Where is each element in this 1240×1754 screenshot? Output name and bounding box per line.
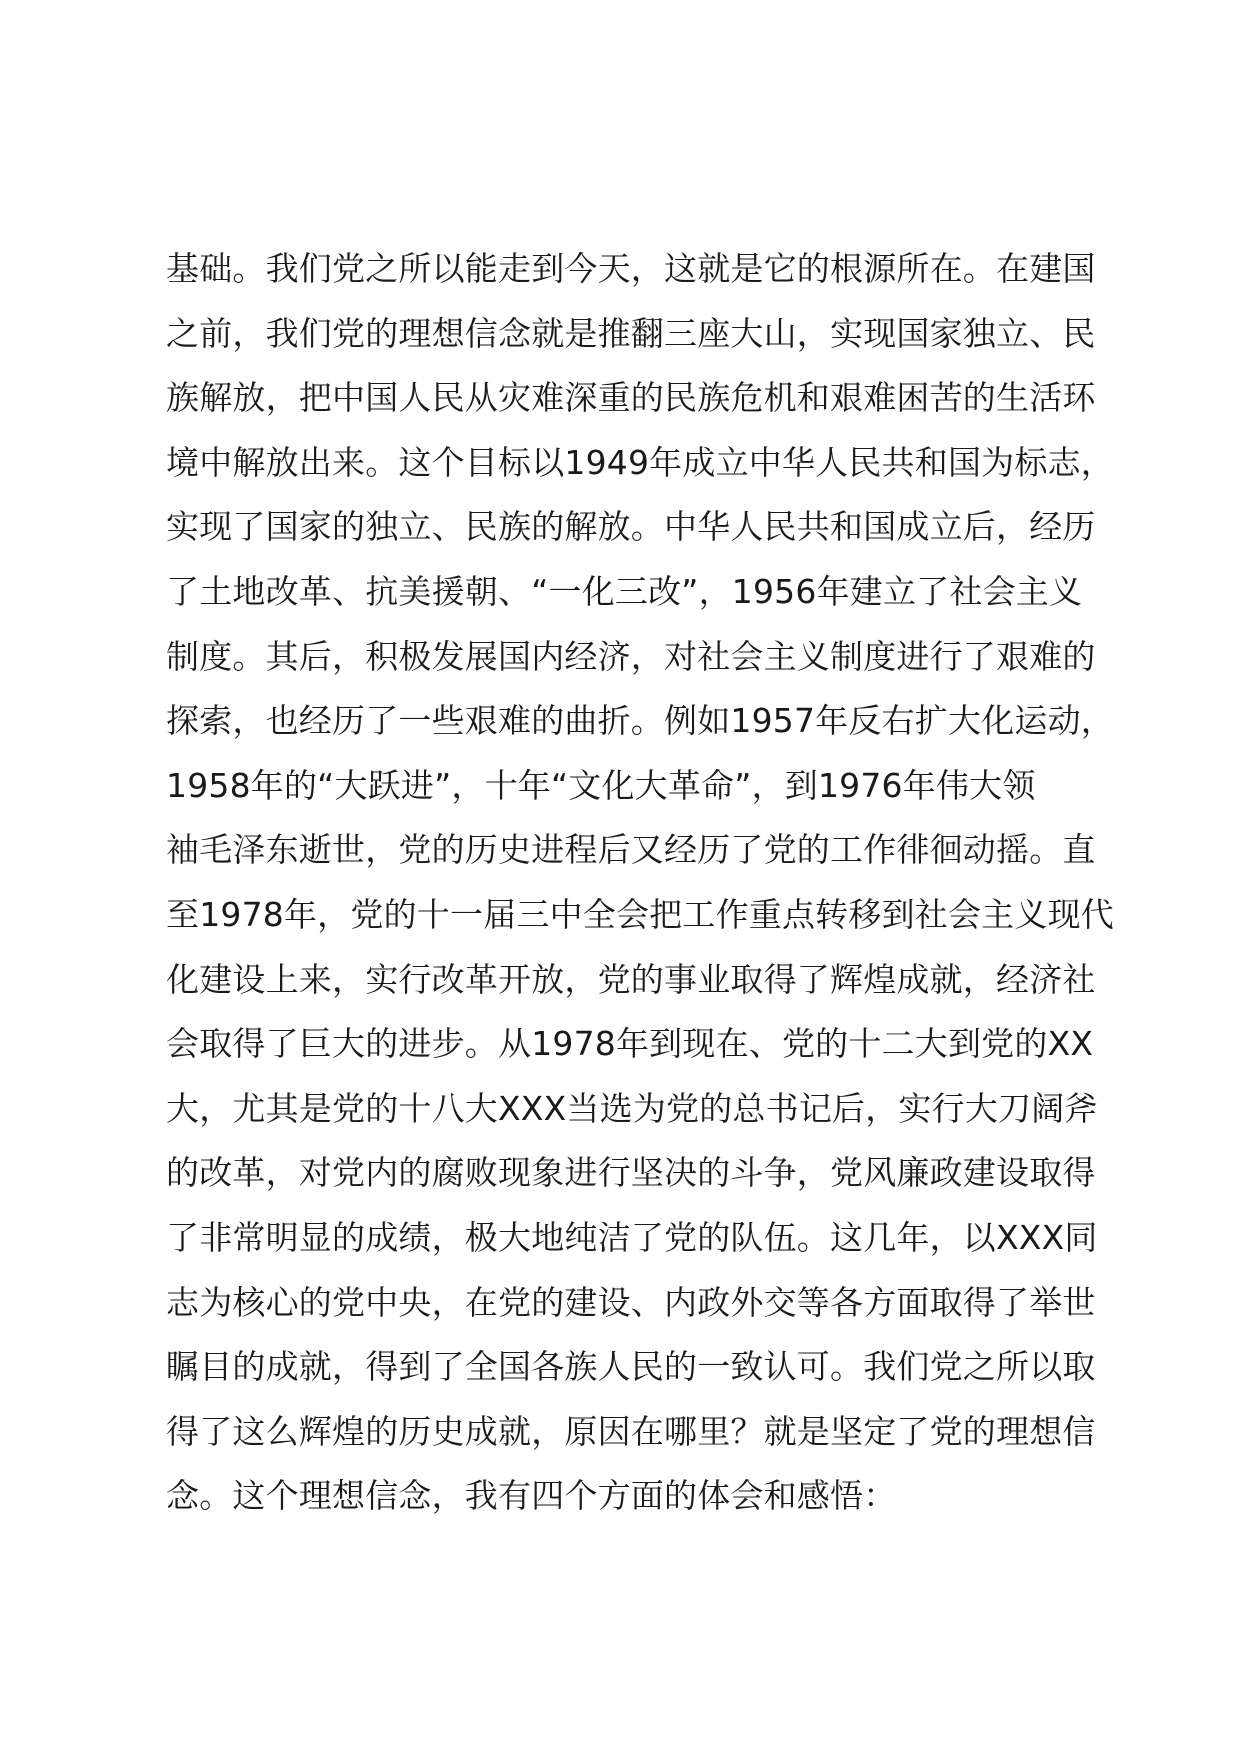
text-line: 了土地改革、抗美援朝、“一化三改”，1956年建立了社会主义 bbox=[166, 571, 1083, 611]
text-line: 族解放，把中国人民从灾难深重的民族危机和艰难困苦的生活环 bbox=[166, 378, 1096, 418]
text-line: 境中解放出来。这个目标以1949年成立中华人民共和国为标志， bbox=[166, 442, 1114, 482]
text-line: 基础。我们党之所以能走到今天，这就是它的根源所在。在建国 bbox=[166, 249, 1096, 288]
text-line: 之前，我们党的理想信念就是推翻三座大山，实现国家独立、民 bbox=[166, 313, 1096, 353]
text-line: 志为核心的党中央，在党的建设、内政外交等各方面取得了举世 bbox=[166, 1282, 1096, 1322]
text-line: 会取得了巨大的进步。从1978年到现在、党的十二大到党的XX bbox=[166, 1024, 1094, 1064]
text-line: 探索，也经历了一些艰难的曲折。例如1957年反右扩大化运动， bbox=[166, 701, 1114, 741]
text-line: 实现了国家的独立、民族的解放。中华人民共和国成立后，经历 bbox=[166, 507, 1096, 547]
text-line: 得了这么辉煌的历史成就，原因在哪里？就是坚定了党的理想信 bbox=[166, 1411, 1096, 1451]
text-line: 瞩目的成就，得到了全国各族人民的一致认可。我们党之所以取 bbox=[166, 1347, 1096, 1387]
text-line: 大，尤其是党的十八大XXX当选为党的总书记后，实行大刀阔斧 bbox=[166, 1088, 1098, 1128]
text-line: 了非常明显的成绩，极大地纯洁了党的队伍。这几年，以XXX同 bbox=[166, 1217, 1098, 1257]
body-text bbox=[166, 237, 1126, 1529]
text-line: 制度。其后，积极发展国内经济，对社会主义制度进行了艰难的 bbox=[166, 636, 1096, 676]
text-line: 化建设上来，实行改革开放，党的事业取得了辉煌成就，经济社 bbox=[166, 959, 1096, 999]
text-line: 至1978年，党的十一届三中全会把工作重点转移到社会主义现代 bbox=[166, 894, 1114, 934]
text-line: 的改革，对党内的腐败现象进行坚决的斗争，党风廉政建设取得 bbox=[166, 1153, 1096, 1193]
text-line: 1958年的“大跃进”，十年“文化大革命”，到1976年伟大领 bbox=[166, 765, 1036, 805]
text-line: 袖毛泽东逝世，党的历史进程后又经历了党的工作徘徊动摇。直 bbox=[166, 830, 1096, 870]
text-line: 念。这个理想信念，我有四个方面的体会和感悟： bbox=[166, 1476, 897, 1516]
